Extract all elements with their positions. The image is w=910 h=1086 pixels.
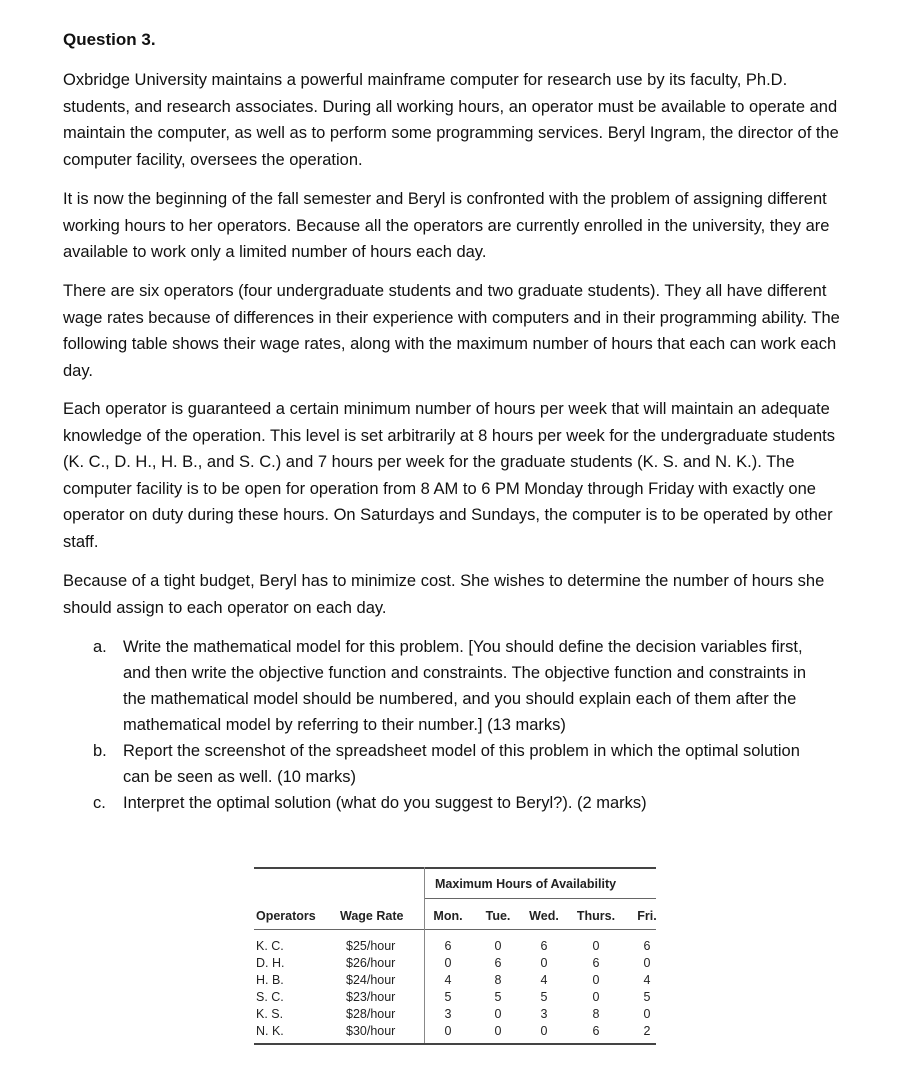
table-bottom-rule [254, 1043, 656, 1045]
wage-rate-cell: $24/hour [346, 973, 396, 987]
task-text: Report the screenshot of the spreadsheet model of this problem in which the optimal solution can be seen as well. (10 marks) [123, 742, 800, 786]
hours-cell: 6 [540, 939, 548, 953]
paragraph-semester: It is now the beginning of the fall semester and Beryl is confronted with the problem of assigning different working hours to her operators. Because all the operators are currently enrolled in the university, they are available to work only a limited number of hours each day. [63, 190, 830, 261]
wage-rate-cell: $23/hour [346, 990, 396, 1004]
group-header-rule [424, 898, 656, 899]
hours-cell: 4 [540, 973, 548, 987]
hours-cell: 4 [643, 973, 651, 987]
hours-cell: 2 [643, 1024, 651, 1038]
hours-cell: 0 [643, 956, 651, 970]
hours-cell: 0 [444, 1024, 452, 1038]
wage-rate-cell: $30/hour [346, 1024, 396, 1038]
hours-cell: 0 [592, 990, 600, 1004]
hours-cell: 6 [592, 956, 600, 970]
paragraph-operators: There are six operators (four undergraduate students and two graduate students). They all have different wage rates because of differences in their experience with computers and in their programming ability. The following table shows their wage rates, along with the maximum number of hours that each can work each day. [63, 282, 840, 380]
task-item-a [93, 634, 813, 738]
task-marker: b. [93, 742, 107, 760]
table-top-rule [254, 867, 656, 869]
column-header: Mon. [433, 909, 463, 923]
task-marker: c. [93, 794, 106, 812]
hours-cell: 0 [592, 939, 600, 953]
column-header: Fri. [637, 909, 657, 923]
wage-rate-cell: $28/hour [346, 1007, 396, 1021]
question-title: Question 3. [63, 30, 156, 49]
task-item-b [93, 738, 813, 790]
hours-cell: 8 [592, 1007, 600, 1021]
hours-cell: 3 [540, 1007, 548, 1021]
hours-cell: 0 [444, 956, 452, 970]
hours-cell: 0 [592, 973, 600, 987]
hours-cell: 6 [444, 939, 452, 953]
operator-name-cell: D. H. [256, 956, 285, 970]
column-header: Operators [256, 909, 316, 923]
group-header: Maximum Hours of Availability [435, 877, 617, 891]
paragraph-budget: Because of a tight budget, Beryl has to minimize cost. She wishes to determine the number of hours she should assign to each operator on each day. [63, 572, 825, 617]
header-rule [254, 929, 656, 930]
hours-cell: 3 [444, 1007, 452, 1021]
task-marker: a. [93, 638, 107, 656]
task-text: Interpret the optimal solution (what do you suggest to Beryl?). (2 marks) [123, 794, 647, 812]
hours-cell: 5 [540, 990, 548, 1004]
operator-name-cell: S. C. [256, 990, 284, 1004]
column-header: Thurs. [576, 909, 616, 923]
paragraph-intro: Oxbridge University maintains a powerful mainframe computer for research use by its faculty, Ph.D. students, and research associates. During all working hours, an operator must be available to operate and maintain the computer, as well as to perform some programming services. Beryl Ingram, the director of the computer facility, oversees the operation. [63, 71, 839, 169]
hours-cell: 6 [643, 939, 651, 953]
hours-cell: 0 [494, 939, 502, 953]
task-item-c [93, 790, 813, 816]
hours-cell: 5 [444, 990, 452, 1004]
column-header: Wage Rate [340, 909, 404, 923]
task-list [93, 634, 813, 816]
hours-cell: 4 [444, 973, 452, 987]
hours-cell: 8 [494, 973, 502, 987]
hours-cell: 0 [540, 956, 548, 970]
hours-cell: 5 [494, 990, 502, 1004]
column-header: Tue. [485, 909, 511, 923]
operator-name-cell: K. S. [256, 1007, 284, 1021]
operator-name-cell: H. B. [256, 973, 284, 987]
hours-cell: 6 [494, 956, 502, 970]
hours-cell: 0 [540, 1024, 548, 1038]
hours-cell: 0 [494, 1024, 502, 1038]
operator-name-cell: K. C. [256, 939, 284, 953]
hours-cell: 0 [643, 1007, 651, 1021]
hours-cell: 6 [592, 1024, 600, 1038]
operator-name-cell: N. K. [256, 1024, 284, 1038]
wage-rate-cell: $26/hour [346, 956, 396, 970]
wage-rate-cell: $25/hour [346, 939, 396, 953]
column-header: Wed. [529, 909, 559, 923]
task-text: Write the mathematical model for this problem. [You should define the decision variables first, and then write the objective function and constraints. The objective function and constraints in the mathematical model should be numbered, and you should explain each of them after the mathematical model by referring to their number.] (13 marks) [123, 638, 807, 734]
hours-cell: 0 [494, 1007, 502, 1021]
hours-cell: 5 [643, 990, 651, 1004]
paragraph-minimum-hours: Each operator is guaranteed a certain minimum number of hours per week that will maintain an adequate knowledge of the operation. This level is set arbitrarily at 8 hours per week for the undergraduate students (K. C., D. H., H. B., and S. C.) and 7 hours per week for the graduate students (K. S. and N. K.). The computer facility is to be open for operation from 8 AM to 6 PM Monday through Friday with exactly one operator on duty during these hours. On Saturdays and Sundays, the computer is to be operated by other staff. [63, 400, 835, 551]
